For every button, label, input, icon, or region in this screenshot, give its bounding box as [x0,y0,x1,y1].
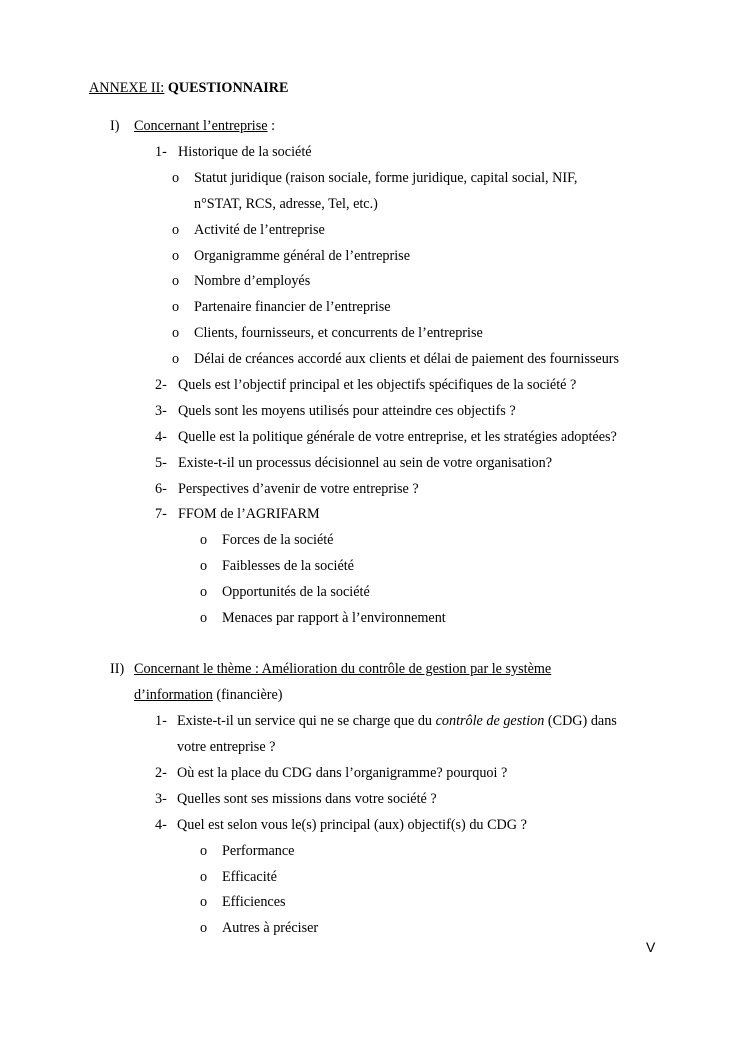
list-item-text: Où est la place du CDG dans l’organigramme? pourquoi ? [177,765,508,781]
section-2-number: II) [110,661,125,677]
page-title [89,79,288,97]
list-item-text: Perspectives d’avenir de votre entreprise ? [178,481,419,497]
section-1-number: I) [110,118,120,134]
section-2-heading-line2-text: d’information [134,687,213,703]
bullet-icon: o [200,869,208,885]
bullet-icon: o [200,894,208,910]
bullet-text: Délai de créances accordé aux clients et délai de paiement des fournisseurs [194,351,620,367]
bullet-text: Partenaire financier de l’entreprise [194,299,391,315]
title-prefix: ANNEXE II: [89,80,165,96]
bullet-icon: o [200,843,208,859]
list-item-text: Quels sont les moyens utilisés pour atteindre ces objectifs ? [178,403,516,419]
section-2-heading-suffix: (financière) [212,687,283,703]
list-item-number: 3- [155,791,167,807]
bullet-text-continued: n°STAT, RCS, adresse, Tel, etc.) [194,196,378,212]
bullet-icon: o [172,222,180,238]
list-item-text: Existe-t-il un processus décisionnel au sein de votre organisation? [178,455,553,471]
list-item-number: 5- [155,455,167,471]
bullet-text: Activité de l’entreprise [194,222,325,238]
bullet-text: Menaces par rapport à l’environnement [222,610,446,626]
bullet-icon: o [200,532,208,548]
section-1-heading [134,117,275,135]
section-2-heading-line1: Concernant le thème : Amélioration du contrôle de gestion par le système [134,661,552,677]
list-item-text: Quel est selon vous le(s) principal (aux) objectif(s) du CDG ? [177,817,527,833]
bullet-text: Faiblesses de la société [222,558,354,574]
list-item-number: 4- [155,429,167,445]
bullet-icon: o [200,610,208,626]
list-item-text [177,712,617,730]
list-item-number: 7- [155,506,167,522]
bullet-text: Autres à préciser [222,920,319,936]
list-item-number: 1- [155,713,167,729]
bullet-text: Efficiences [222,894,286,910]
bullet-icon: o [172,351,180,367]
bullet-icon: o [172,325,180,341]
bullet-text: Opportunités de la société [222,584,370,600]
bullet-icon: o [172,170,180,186]
bullet-text: Forces de la société [222,532,334,548]
bullet-text: Statut juridique (raison sociale, forme juridique, capital social, NIF, [194,170,578,186]
list-item-text-italic: contrôle de gestion [435,713,545,729]
bullet-icon: o [200,584,208,600]
bullet-icon: o [200,920,208,936]
page-number: V [646,939,656,955]
list-item-number: 2- [155,377,167,393]
list-item-text-continued: votre entreprise ? [177,739,276,755]
list-item-number: 2- [155,765,167,781]
bullet-icon: o [200,558,208,574]
bullet-icon: o [172,273,180,289]
list-item-text-part: (CDG) dans [544,713,617,729]
list-item-number: 1- [155,144,167,160]
list-item-text: Quelle est la politique générale de votre entreprise, et les stratégies adoptées? [178,429,617,445]
list-item-text-part: Existe-t-il un service qui ne se charge que du [177,713,436,729]
bullet-text: Efficacité [222,869,277,885]
list-item-text: FFOM de l’AGRIFARM [178,506,320,522]
bullet-icon: o [172,299,180,315]
list-item-number: 4- [155,817,167,833]
list-item-text: Historique de la société [178,144,312,160]
bullet-icon: o [172,248,180,264]
title-main: QUESTIONNAIRE [167,80,289,96]
list-item-text: Quels est l’objectif principal et les objectifs spécifiques de la société ? [178,377,577,393]
section-2-heading-line2 [134,686,283,704]
bullet-text: Clients, fournisseurs, et concurrents de l’entreprise [194,325,483,341]
section-1-heading-text: Concernant l’entreprise [134,118,268,134]
list-item-text: Quelles sont ses missions dans votre société ? [177,791,437,807]
list-item-number: 6- [155,481,167,497]
bullet-text: Organigramme général de l’entreprise [194,248,410,264]
bullet-text: Performance [222,843,295,859]
section-1-heading-suffix: : [267,118,276,134]
bullet-text: Nombre d’employés [194,273,311,289]
list-item-number: 3- [155,403,167,419]
